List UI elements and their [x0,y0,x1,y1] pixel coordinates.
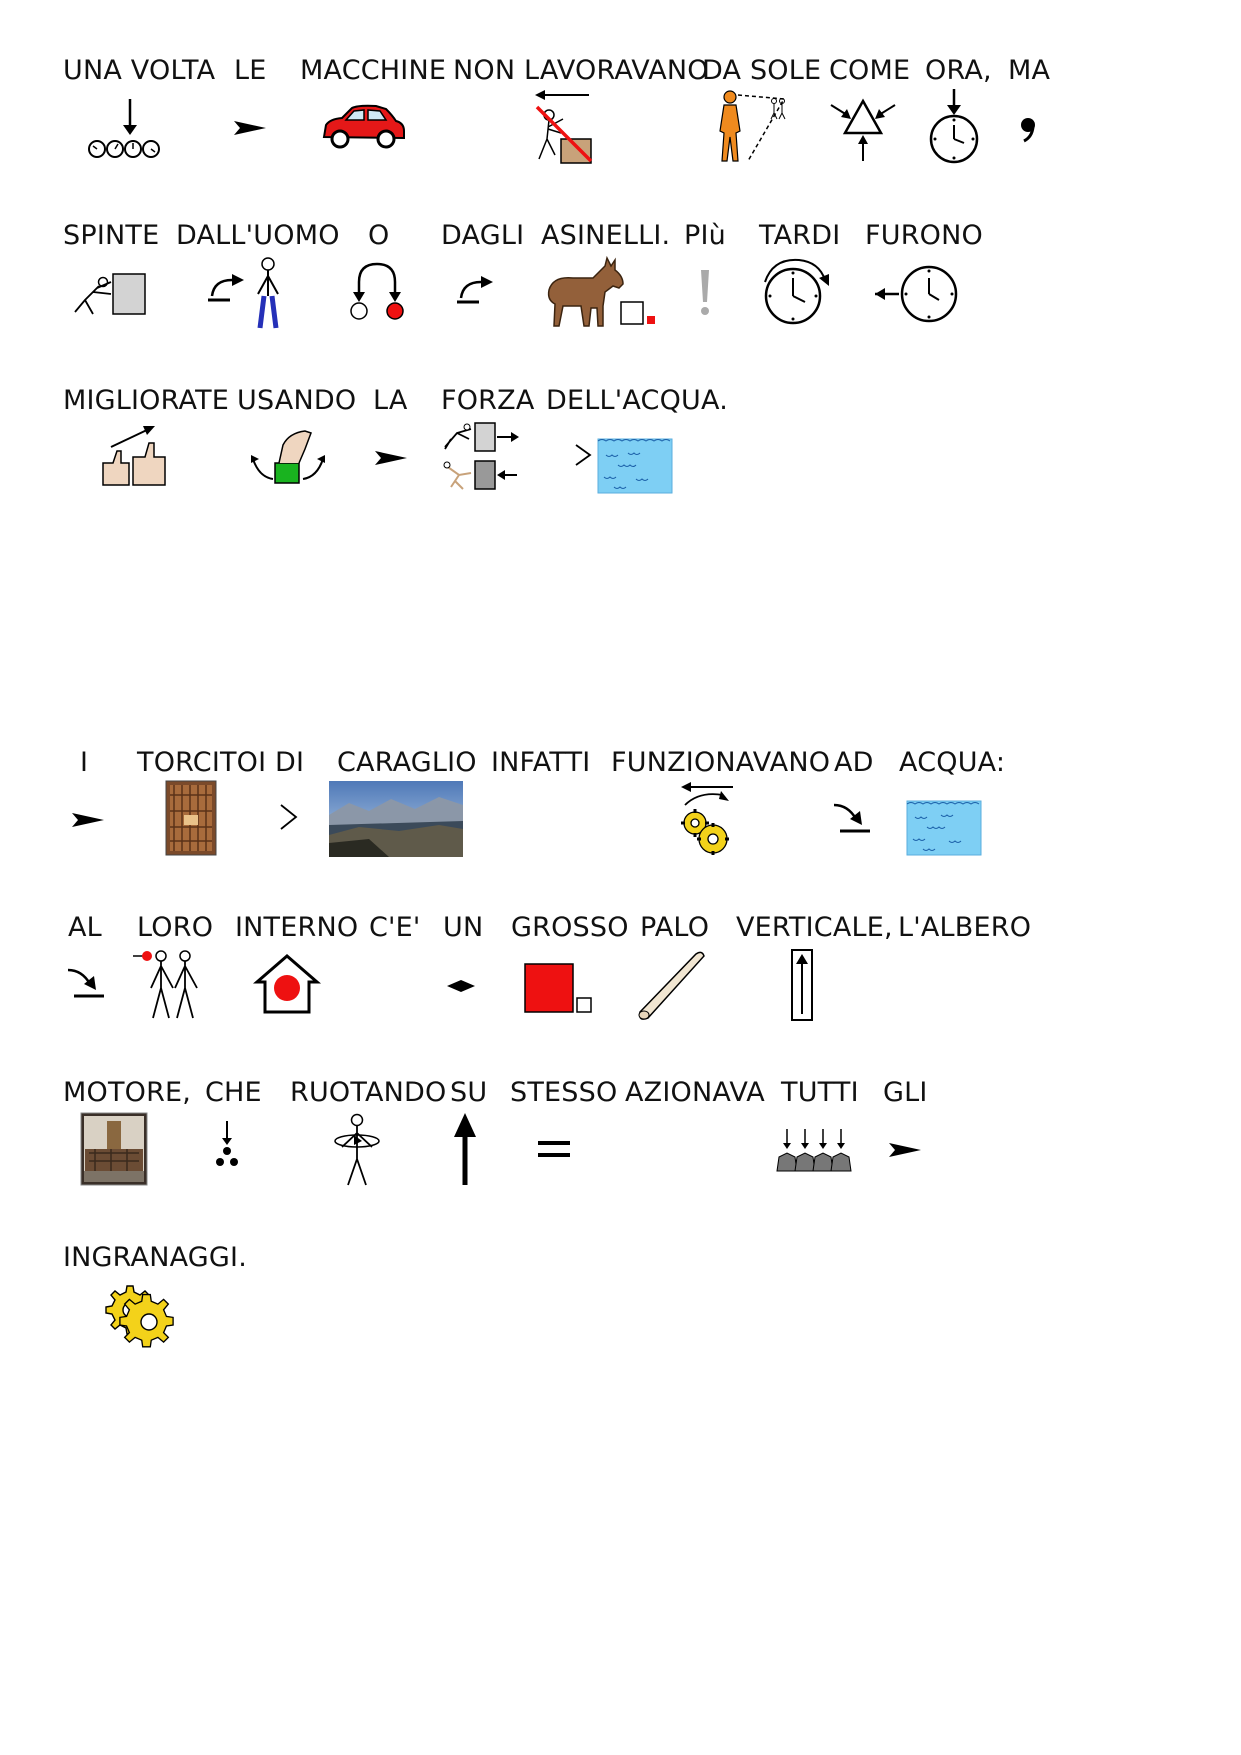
of-water-icon [574,437,674,495]
word-label: UNA VOLTA [63,55,216,86]
word-label: TARDI [759,220,841,251]
of-icon [279,803,299,831]
now-clock-icon [928,89,980,165]
word-label: GLI [883,1077,928,1108]
comma-icon [1020,117,1040,143]
force-push-icon [441,421,521,493]
inside-house-icon [253,952,321,1016]
word-label: TUTTI [781,1077,859,1108]
big-red-square-icon [523,962,595,1016]
word-label: FORZA [441,385,535,416]
gears-working-icon [679,781,739,857]
vertical-arrow-icon [790,948,814,1022]
word-label: COME [829,55,911,86]
word-label: DI [275,747,305,778]
word-label: DAGLI [441,220,525,251]
word-label: TORCITOI [137,747,267,778]
article-small-icon [447,980,475,992]
comparison-triangle-icon [829,95,899,163]
sentence-row-3 [0,385,1241,535]
car-icon [320,105,406,149]
word-label: DALL'UOMO [176,220,340,251]
word-label: ASINELLI. [541,220,671,251]
exclamation-icon [698,270,712,316]
article-arrow-icon [375,449,409,467]
word-label: MIGLIORATE [63,385,230,416]
word-label: LORO [137,912,214,943]
word-label: ORA, [925,55,992,86]
to-arrow-icon [830,801,872,835]
torcitoio-photo [166,781,216,855]
improve-thumbs-icon [99,425,175,489]
word-label: AZIONAVA [625,1077,765,1108]
word-label: VERTICALE, [736,912,893,943]
word-label: SPINTE [63,220,160,251]
engine-photo [81,1113,147,1185]
word-label: SU [450,1077,488,1108]
word-label: MA [1008,55,1051,86]
word-label: O [368,220,390,251]
rotating-person-icon [330,1113,384,1187]
word-label: INTERNO [235,912,359,943]
push-icon [69,272,149,316]
later-clock-icon [759,256,831,326]
caraglio-town-photo [329,781,463,857]
word-label: UN [443,912,484,943]
word-label: I [80,747,89,778]
word-label: DELL'ACQUA. [546,385,728,416]
word-label: INFATTI [491,747,591,778]
word-label: INGRANAGGI. [63,1242,248,1273]
word-label: L'ALBERO [898,912,1032,943]
article-arrow-icon [234,119,268,137]
word-label: AD [834,747,874,778]
sentence-row-6 [0,1077,1241,1227]
word-label: PALO [640,912,710,943]
word-label: FURONO [865,220,983,251]
word-label: USANDO [237,385,357,416]
from-man-icon [206,256,290,332]
their-people-icon [131,948,207,1020]
up-arrow-icon [452,1113,478,1187]
past-clock-icon [873,264,959,324]
sentence-row-1 [0,55,1241,205]
word-label: MOTORE, [63,1077,192,1108]
to-arrow-icon [64,966,106,1000]
word-label: CARAGLIO [337,747,477,778]
word-label: STESSO [510,1077,618,1108]
pole-icon [632,948,710,1022]
article-arrow-icon [889,1141,923,1159]
water-icon [907,801,981,855]
word-label: CHE [205,1077,262,1108]
from-arrow-icon [455,272,499,306]
gears-icon [105,1282,181,1354]
sentence-row-5 [0,912,1241,1062]
word-label: AL [68,912,102,943]
word-label: NON LAVORAVANO [453,55,709,86]
not-working-icon [533,89,597,165]
word-label: PIù [684,220,726,251]
which-dots-icon [213,1119,241,1167]
word-label: C'E' [369,912,421,943]
all-arrows-icon [775,1127,853,1175]
word-label: DA SOLE [702,55,822,86]
or-choice-icon [349,260,409,322]
word-label: RUOTANDO [290,1077,447,1108]
word-label: LA [373,385,408,416]
sentence-row-7 [0,1242,1241,1392]
article-arrow-icon [72,811,106,829]
word-label: ACQUA: [899,747,1006,778]
use-hand-icon [249,429,329,487]
same-equals-icon [538,1139,570,1159]
sentence-row-2 [0,220,1241,370]
donkey-icon [543,258,658,330]
alone-icon [712,89,792,165]
sentence-row-4 [0,747,1241,897]
word-label: MACCHINE [300,55,447,86]
word-label: LE [234,55,267,86]
time-past-icon [85,99,175,165]
word-label: FUNZIONAVANO [611,747,831,778]
word-label: GROSSO [511,912,629,943]
